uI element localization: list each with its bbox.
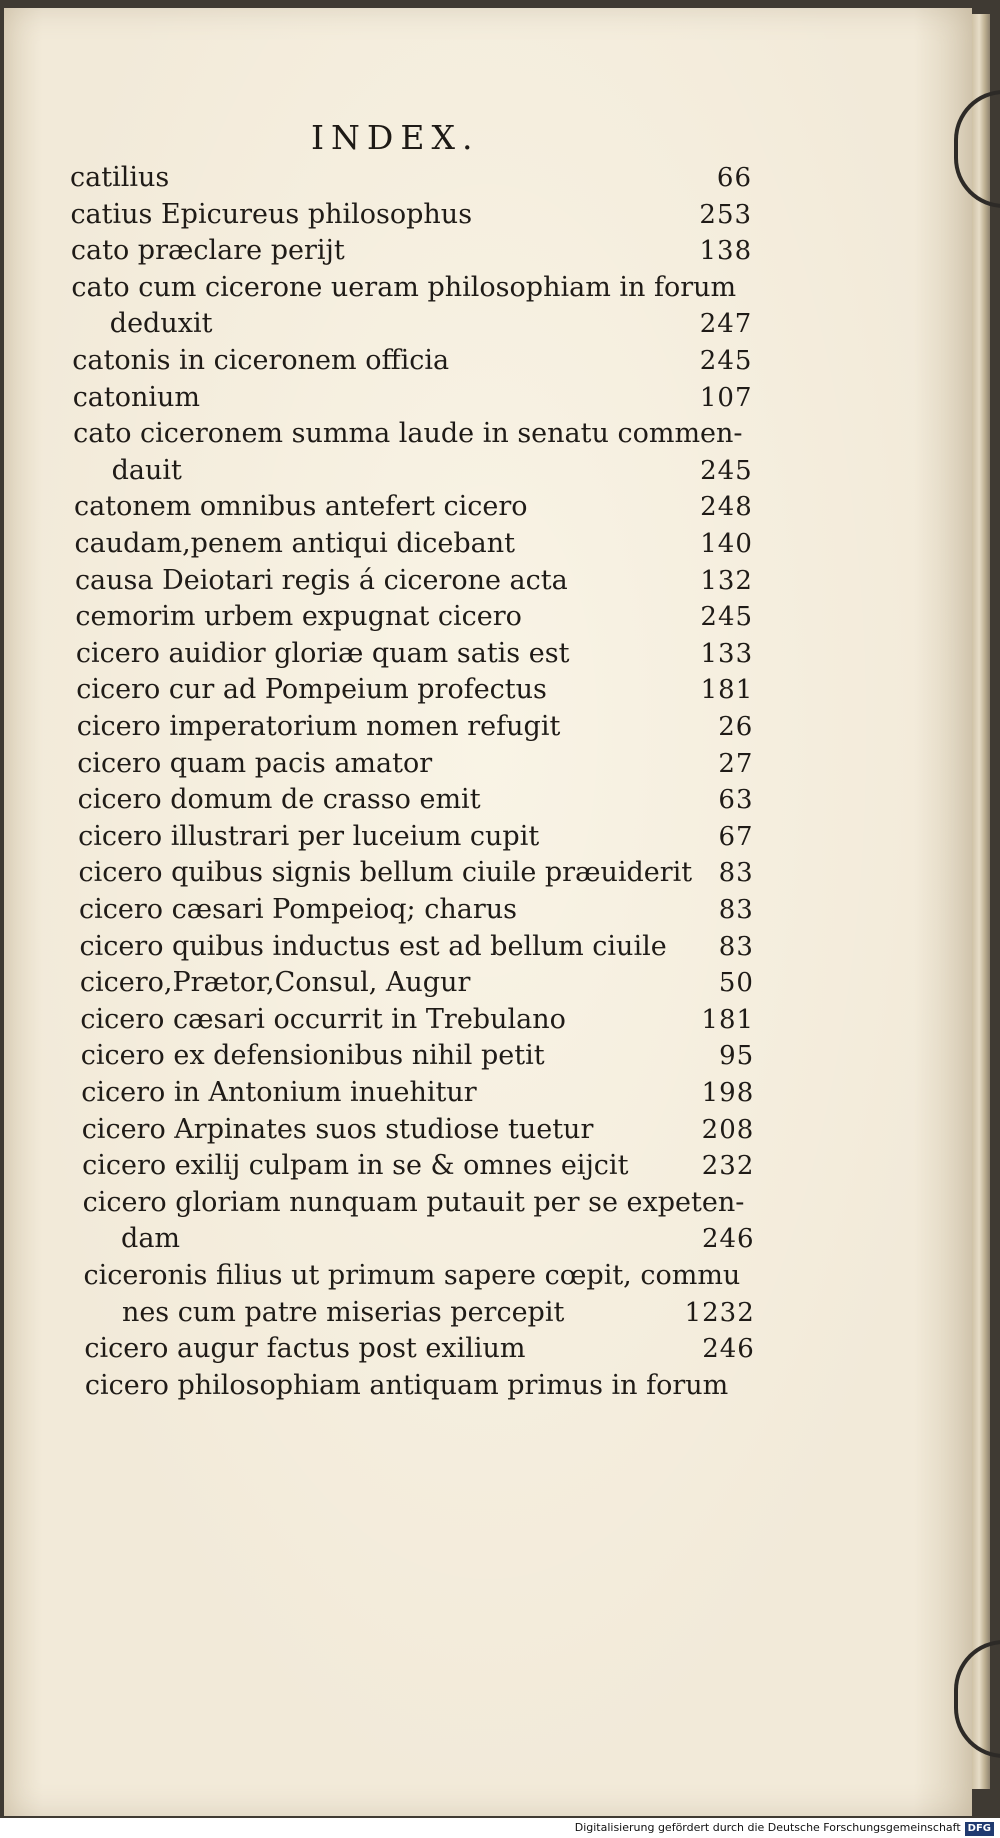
entry-term: cicero domum de crasso emit xyxy=(77,784,481,816)
digitization-footer xyxy=(0,1818,1000,1838)
entry-page-number: 245 xyxy=(699,346,753,376)
entry-page-number: 83 xyxy=(718,895,754,925)
index-heading: INDEX. xyxy=(311,118,480,157)
entry-term: cicero auidior gloriæ quam satis est xyxy=(75,637,570,669)
entry-term: cato præclare perijt xyxy=(70,235,345,267)
index-entry xyxy=(81,1076,754,1110)
entry-page-number: 208 xyxy=(701,1114,755,1145)
entry-page-number: 26 xyxy=(718,712,754,742)
entry-page-number: 50 xyxy=(718,968,754,999)
entry-page-number: 27 xyxy=(718,748,754,779)
index-entry xyxy=(75,600,753,634)
index-entry xyxy=(122,1296,755,1330)
index-entry xyxy=(75,527,753,561)
entry-page-number: 1232 xyxy=(684,1297,755,1328)
index-entry xyxy=(77,747,753,781)
entry-term: cicero,Prætor,Consul, Augur xyxy=(79,967,471,999)
entry-term: caudam,penem antiqui dicebant xyxy=(74,528,515,559)
entry-page-number: 140 xyxy=(700,529,753,559)
index-entry xyxy=(85,1369,755,1403)
entry-page-number: 248 xyxy=(700,492,753,523)
dfg-logo: DFG xyxy=(965,1822,994,1836)
entry-term: catius Epicureus philosophus xyxy=(70,198,473,230)
index-entry xyxy=(80,1003,754,1037)
entry-term: dauit xyxy=(111,454,182,486)
entry-term: cicero quam pacis amator xyxy=(77,747,433,779)
index-entry xyxy=(73,417,752,451)
entry-term: cicero gloriam nunquam putauit per se expeten- xyxy=(82,1186,745,1218)
index-entry xyxy=(84,1332,754,1366)
entry-term: cicero exilij culpam in se & omnes eijcit xyxy=(82,1150,629,1182)
index-entry xyxy=(79,930,753,964)
entry-page-number: 95 xyxy=(719,1041,755,1072)
entry-term: catilius xyxy=(70,162,170,193)
index-entry xyxy=(79,856,754,890)
index-entry xyxy=(79,893,754,927)
entry-page-number: 83 xyxy=(718,858,754,889)
entry-term: cicero cur ad Pompeium profectus xyxy=(76,674,547,706)
entry-page-number: 107 xyxy=(699,382,753,413)
entry-page-number: 181 xyxy=(700,675,754,706)
entry-page-number: 246 xyxy=(701,1224,755,1255)
entry-page-number: 245 xyxy=(700,602,754,633)
entry-term: ciceronis filius ut primum sapere cœpit, commu xyxy=(83,1260,741,1291)
entry-term: catonem omnibus antefert cicero xyxy=(74,491,528,523)
index-entry xyxy=(82,1113,755,1147)
index-entry xyxy=(74,490,753,524)
entry-term: catonis in ciceronem officia xyxy=(72,345,450,376)
entry-page-number: 83 xyxy=(718,931,754,962)
entry-page-number: 63 xyxy=(718,785,754,816)
entry-term: cato ciceronem summa laude in senatu commen- xyxy=(73,418,743,450)
index-entry xyxy=(77,710,754,744)
entry-term: deduxit xyxy=(109,308,213,340)
entry-term: cicero illustrari per luceium cupit xyxy=(78,820,540,852)
entry-page-number: 138 xyxy=(699,236,753,267)
entry-term: catonium xyxy=(72,381,201,413)
index-entry xyxy=(73,381,753,415)
entry-page-number: 132 xyxy=(700,565,753,596)
entry-term: causa Deiotari regis á cicerone acta xyxy=(74,564,568,596)
index-entry xyxy=(72,344,752,378)
entry-page-number: 198 xyxy=(701,1078,755,1108)
index-entry xyxy=(78,783,754,817)
entry-term: cicero quibus signis bellum ciuile præuiderit xyxy=(78,857,693,889)
entry-term: cicero ex defensionibus nihil petit xyxy=(80,1040,545,1072)
footer-text: Digitalisierung gefördert durch die Deutsche Forschungsgemeinschaft xyxy=(574,1821,961,1834)
index-entry xyxy=(78,820,754,854)
index-entry xyxy=(81,1039,754,1073)
entry-term: cicero philosophiam antiquam primus in forum xyxy=(84,1369,729,1401)
entry-term: dam xyxy=(121,1223,181,1255)
entry-page-number: 246 xyxy=(702,1334,755,1365)
entry-term: cato cum cicerone ueram philosophiam in forum xyxy=(71,271,737,303)
index-entry xyxy=(84,1259,755,1293)
entry-page-number: 245 xyxy=(700,455,753,486)
index-entry xyxy=(82,1149,754,1183)
index-entry xyxy=(76,637,753,671)
index-entry xyxy=(70,161,752,195)
index-entry xyxy=(76,673,753,707)
entry-term: cicero in Antonium inuehitur xyxy=(81,1077,477,1108)
entry-term: cicero cæsari Pompeioq; charus xyxy=(79,894,517,925)
entry-page-number: 133 xyxy=(700,638,754,669)
index-entry xyxy=(121,1222,755,1256)
index-entry xyxy=(83,1186,755,1220)
index-entry xyxy=(71,234,752,268)
entry-page-number: 253 xyxy=(699,199,753,230)
entry-term: cicero cæsari occurrit in Trebulano xyxy=(80,1003,566,1035)
index-entry xyxy=(71,271,752,305)
entry-term: cemorim urbem expugnat cicero xyxy=(75,601,522,633)
entry-page-number: 232 xyxy=(701,1151,755,1182)
entry-term: cicero quibus inductus est ad bellum ciuile xyxy=(79,930,667,962)
entry-page-number: 181 xyxy=(701,1004,755,1035)
entry-page-number: 247 xyxy=(699,309,753,340)
index-entry xyxy=(75,564,753,598)
index-entry xyxy=(80,966,754,1000)
index-entry xyxy=(112,454,753,488)
entry-term: cicero augur factus post exilium xyxy=(84,1333,526,1365)
index-entry xyxy=(70,198,752,232)
entry-term: cicero imperatorium nomen refugit xyxy=(76,711,561,742)
entry-term: cicero Arpinates suos studiose tuetur xyxy=(81,1113,594,1145)
entry-page-number: 66 xyxy=(716,163,752,193)
entry-page-number: 67 xyxy=(718,821,754,852)
entry-term: nes cum patre miserias percepit xyxy=(121,1296,565,1328)
index-entry xyxy=(110,307,753,341)
